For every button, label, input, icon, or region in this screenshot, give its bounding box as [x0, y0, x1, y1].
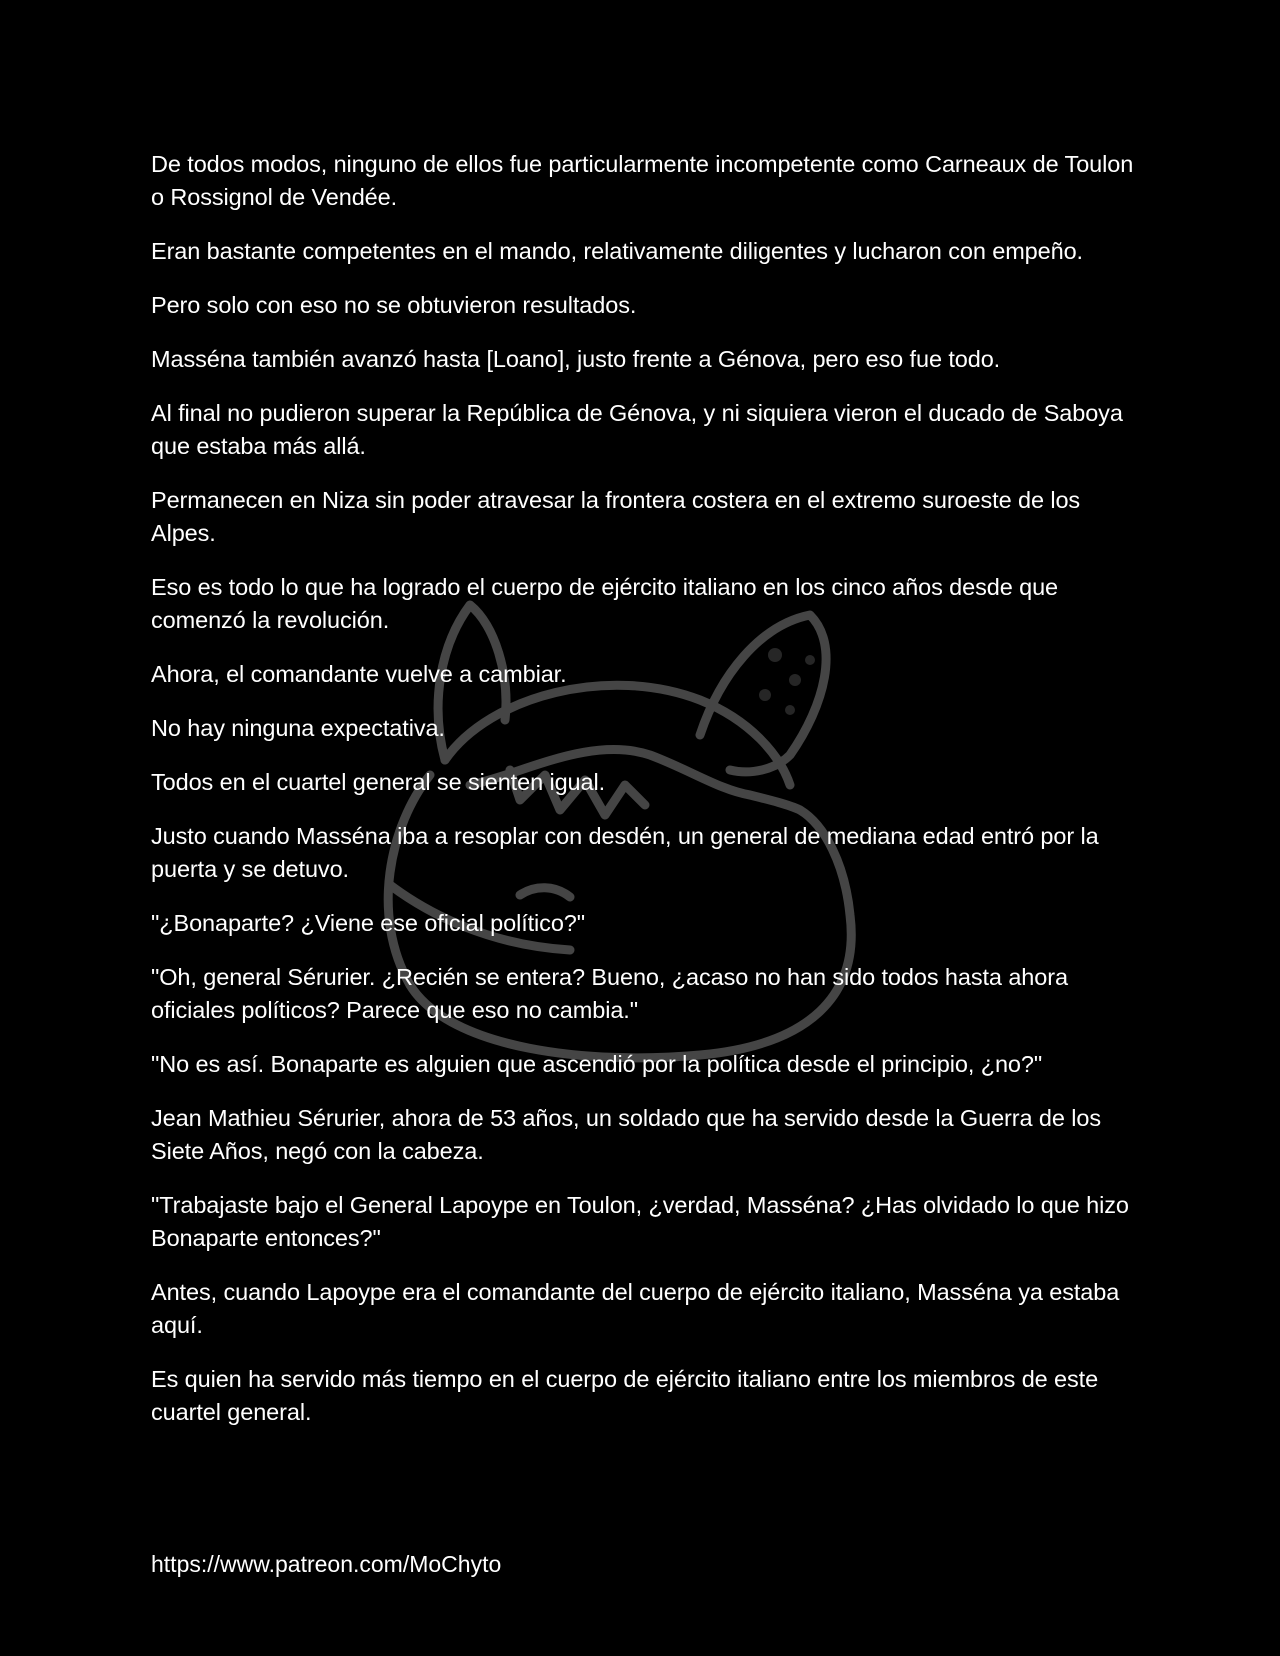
paragraph: Justo cuando Masséna iba a resoplar con desdén, un general de mediana edad entró por la puerta y se detuvo. — [151, 823, 1099, 882]
paragraph: Pero solo con eso no se obtuvieron resultados. — [151, 292, 637, 318]
paragraph: Todos en el cuartel general se sienten igual. — [151, 769, 606, 795]
dialogue-paragraph: "Oh, general Sérurier. ¿Recién se entera? Bueno, ¿acaso no han sido todos hasta ahora oficiales políticos? Parece que eso no cambia." — [151, 964, 1068, 1023]
paragraph: De todos modos, ninguno de ellos fue particularmente incompetente como Carneaux de Toulon o Rossignol de Vendée. — [151, 151, 1134, 210]
paragraph: Eran bastante competentes en el mando, relativamente diligentes y lucharon con empeño. — [151, 238, 1083, 264]
paragraph: Jean Mathieu Sérurier, ahora de 53 años, un soldado que ha servido desde la Guerra de los Siete Años, negó con la cabeza. — [151, 1105, 1102, 1164]
dialogue-paragraph: "Trabajaste bajo el General Lapoype en Toulon, ¿verdad, Masséna? ¿Has olvidado lo que hizo Bonaparte entonces?" — [151, 1192, 1129, 1251]
paragraph: Ahora, el comandante vuelve a cambiar. — [151, 661, 567, 687]
chapter-text — [151, 148, 1141, 1450]
paragraph: Al final no pudieron superar la República de Génova, y ni siquiera vieron el ducado de Saboya que estaba más allá. — [151, 400, 1123, 459]
patreon-link[interactable]: https://www.patreon.com/MoChyto — [151, 1551, 502, 1577]
paragraph: Es quien ha servido más tiempo en el cuerpo de ejército italiano entre los miembros de este cuartel general. — [151, 1366, 1099, 1425]
paragraph: Permanecen en Niza sin poder atravesar la frontera costera en el extremo suroeste de los Alpes. — [151, 487, 1081, 546]
dialogue-paragraph: "No es así. Bonaparte es alguien que ascendió por la política desde el principio, ¿no?" — [151, 1051, 1043, 1077]
paragraph: No hay ninguna expectativa. — [151, 715, 445, 741]
paragraph: Antes, cuando Lapoype era el comandante del cuerpo de ejército italiano, Masséna ya estaba aquí. — [151, 1279, 1120, 1338]
dialogue-paragraph: "¿Bonaparte? ¿Viene ese oficial político?" — [151, 910, 586, 936]
paragraph: Eso es todo lo que ha logrado el cuerpo de ejército italiano en los cinco años desde que comenzó la revolución. — [151, 574, 1059, 633]
paragraph: Masséna también avanzó hasta [Loano], justo frente a Génova, pero eso fue todo. — [151, 346, 1001, 372]
